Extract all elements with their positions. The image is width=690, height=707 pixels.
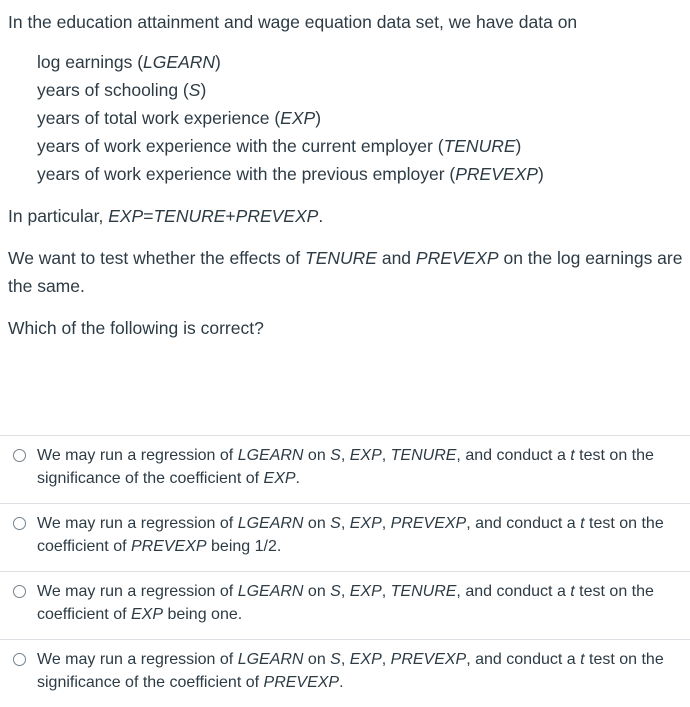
variable-item: log earnings (LGEARN) (37, 52, 221, 72)
answer-label[interactable]: We may run a regression of LGEARN on S, EXP, PREVEXP, and conduct a t test on the coefficient of PREVEXP being 1/2. (37, 515, 664, 555)
question-body (8, 8, 688, 342)
hypothesis-text: We want to test whether the effects of TENURE and PREVEXP on the log earnings are the same. (8, 248, 683, 296)
answer-label[interactable]: We may run a regression of LGEARN on S, EXP, TENURE, and conduct a t test on the significance of the coefficient of EXP. (37, 447, 654, 487)
question-intro: In the education attainment and wage equation data set, we have data on (8, 12, 578, 32)
question-prompt: Which of the following is correct? (8, 318, 264, 338)
answer-label[interactable]: We may run a regression of LGEARN on S, EXP, PREVEXP, and conduct a t test on the significance of the coefficient of PREVEXP. (37, 651, 664, 691)
radio-button[interactable] (13, 449, 26, 462)
identity-text: In particular, EXP=TENURE+PREVEXP. (8, 206, 324, 226)
variable-item: years of work experience with the current employer (TENURE) (37, 136, 522, 156)
radio-button[interactable] (13, 653, 26, 666)
variable-item: years of total work experience (EXP) (37, 108, 322, 128)
variable-item: years of schooling (S) (37, 80, 207, 100)
answer-option-3[interactable] (0, 571, 690, 639)
answer-option-4[interactable] (0, 639, 690, 707)
radio-button[interactable] (13, 517, 26, 530)
answer-option-1[interactable] (0, 435, 690, 503)
radio-button[interactable] (13, 585, 26, 598)
answer-options (0, 435, 690, 707)
answer-label[interactable]: We may run a regression of LGEARN on S, EXP, TENURE, and conduct a t test on the coefficient of EXP being one. (37, 583, 654, 623)
variable-list (37, 48, 688, 188)
answer-option-2[interactable] (0, 503, 690, 571)
variable-item: years of work experience with the previous employer (PREVEXP) (37, 164, 544, 184)
